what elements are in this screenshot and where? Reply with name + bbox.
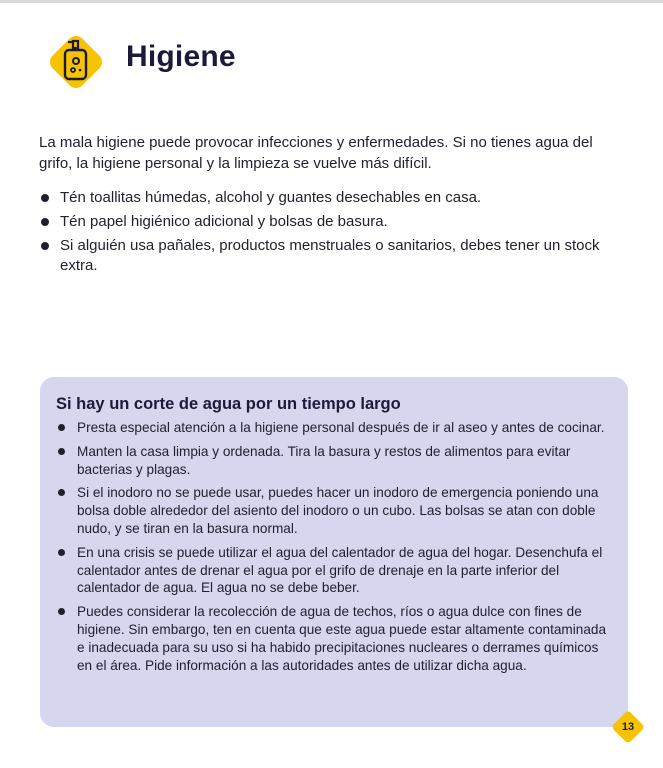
list-item-text: En una crisis se puede utilizar el agua del calentador de agua del hogar. Desenchufa el calentador antes de drenar el agua por el grifo de drenaje en la parte inferior del calentador de agua. El agua no se debe beber.	[77, 544, 603, 596]
page-number: 13	[621, 721, 635, 733]
info-panel	[40, 377, 628, 727]
list-item-text: Si alguién usa pañales, productos menstruales o sanitarios, debes tener un stock extra.	[60, 237, 600, 274]
bullet-icon	[41, 242, 49, 250]
top-rule	[0, 0, 663, 3]
list-item	[56, 603, 616, 674]
list-item	[56, 443, 616, 479]
list-item-text: Presta especial atención a la higiene personal después de ir al aseo y antes de cocinar.	[77, 420, 605, 435]
bullet-icon	[41, 218, 49, 226]
tips-list	[39, 188, 629, 280]
bullet-icon	[58, 424, 65, 431]
list-item	[56, 484, 616, 537]
page-title: Higiene	[126, 40, 236, 73]
list-item	[39, 188, 629, 208]
list-item	[39, 212, 629, 232]
intro-paragraph: La mala higiene puede provocar infecciones y enfermedades. Si no tienes agua del grifo, la higiene personal y la limpieza se vuelve más difícil.	[39, 134, 593, 172]
list-item-text: Tén papel higiénico adicional y bolsas de basura.	[60, 213, 388, 230]
bullet-icon	[41, 194, 49, 202]
list-item	[39, 236, 629, 276]
list-item	[56, 544, 616, 597]
bullet-icon	[58, 608, 65, 615]
panel-list	[56, 419, 616, 680]
list-item-text: Tén toallitas húmedas, alcohol y guantes desechables en casa.	[60, 189, 482, 206]
list-item	[56, 419, 616, 437]
bullet-icon	[58, 549, 65, 556]
bullet-icon	[58, 489, 65, 496]
list-item-text: Manten la casa limpia y ordenada. Tira la basura y restos de alimentos para evitar bacterias y plagas.	[77, 443, 571, 477]
panel-title: Si hay un corte de agua por un tiempo largo	[56, 395, 401, 413]
list-item-text: Puedes considerar la recolección de agua de techos, ríos o agua dulce con fines de higiene. Sin embargo, ten en cuenta que este agua puede estar altamente contaminada e inadecuada para su uso si ha habido precipitaciones nucleares o derrames químicos en el área. Pide información a las autoridades antes de utilizar dicha agua.	[77, 604, 607, 673]
bullet-icon	[58, 448, 65, 455]
soap-dispenser-icon	[40, 26, 112, 98]
list-item-text: Si el inodoro no se puede usar, puedes hacer un inodoro de emergencia poniendo una bolsa doble alrededor del asiento del inodoro o un cubo. Las bolsas se atan con doble nudo, y se tiran en la basura normal.	[77, 485, 599, 536]
